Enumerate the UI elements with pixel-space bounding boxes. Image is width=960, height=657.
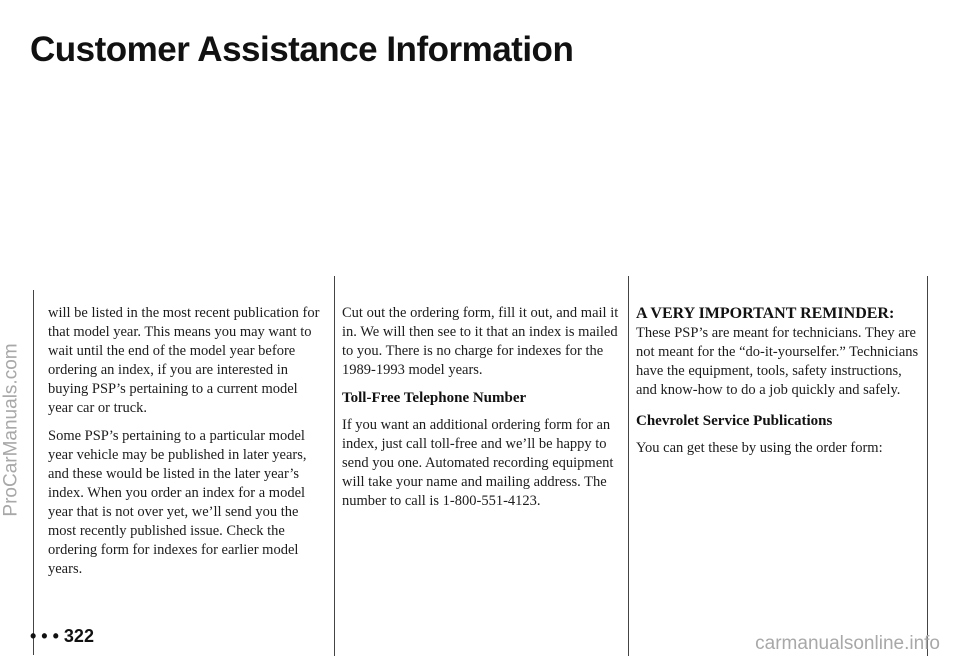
page-number-dots: • • • — [30, 626, 64, 646]
text-column-3 — [636, 304, 922, 467]
paragraph: Cut out the ordering form, fill it out, and mail it in. We will then see to it that an index is mailed to you. There is no charge for indexes for the 1989-1993 model years. — [342, 305, 619, 378]
page-number — [30, 626, 94, 647]
column-rule-3 — [628, 276, 629, 656]
paragraph: You can get these by using the order form: — [636, 440, 883, 456]
watermark-left — [1, 250, 23, 610]
column-rule-right — [927, 276, 928, 656]
paragraph: Some PSP’s pertaining to a particular model year vehicle may be published in later years, and these would be listed in the later year’s index. When you order an index for a model year that is not over yet, we’ll send you the most recently published issue. Check the ordering form for indexes for earlier model years. — [48, 428, 307, 577]
watermark-left-text: ProCarManuals.com — [1, 343, 23, 517]
paragraph: will be listed in the most recent publication for that model year. This means you may want to wait until the end of the model year before ordering an index, if you are interested in buying PSP’s pertaining to a current model year car or truck. — [48, 305, 320, 416]
column-rule-left — [33, 290, 34, 655]
text-column-2 — [342, 304, 620, 520]
text-column-1 — [48, 304, 324, 588]
page-number-value: 322 — [63, 626, 94, 646]
page-title: Customer Assistance Information — [30, 30, 574, 69]
paragraph: These PSP’s are meant for technicians. They are not meant for the “do-it-yourselfer.” Technicians have the equipment, tools, safety instructions, and know-how to do a job quickly and safely. — [636, 325, 919, 398]
section-heading-service-publications: Chevrolet Service Publications — [636, 413, 833, 429]
column-rule-2 — [334, 276, 335, 656]
section-heading-reminder: A VERY IMPORTANT REMINDER: — [636, 305, 895, 322]
section-heading-toll-free: Toll-Free Telephone Number — [342, 390, 527, 406]
paragraph: If you want an additional ordering form for an index, just call toll-free and we’ll be happy to send you one. Automated recording equipment will take your name and mailing address. The number to call is 1-800-551-4123. — [342, 417, 614, 509]
watermark-bottom: carmanualsonline.info — [755, 633, 940, 654]
